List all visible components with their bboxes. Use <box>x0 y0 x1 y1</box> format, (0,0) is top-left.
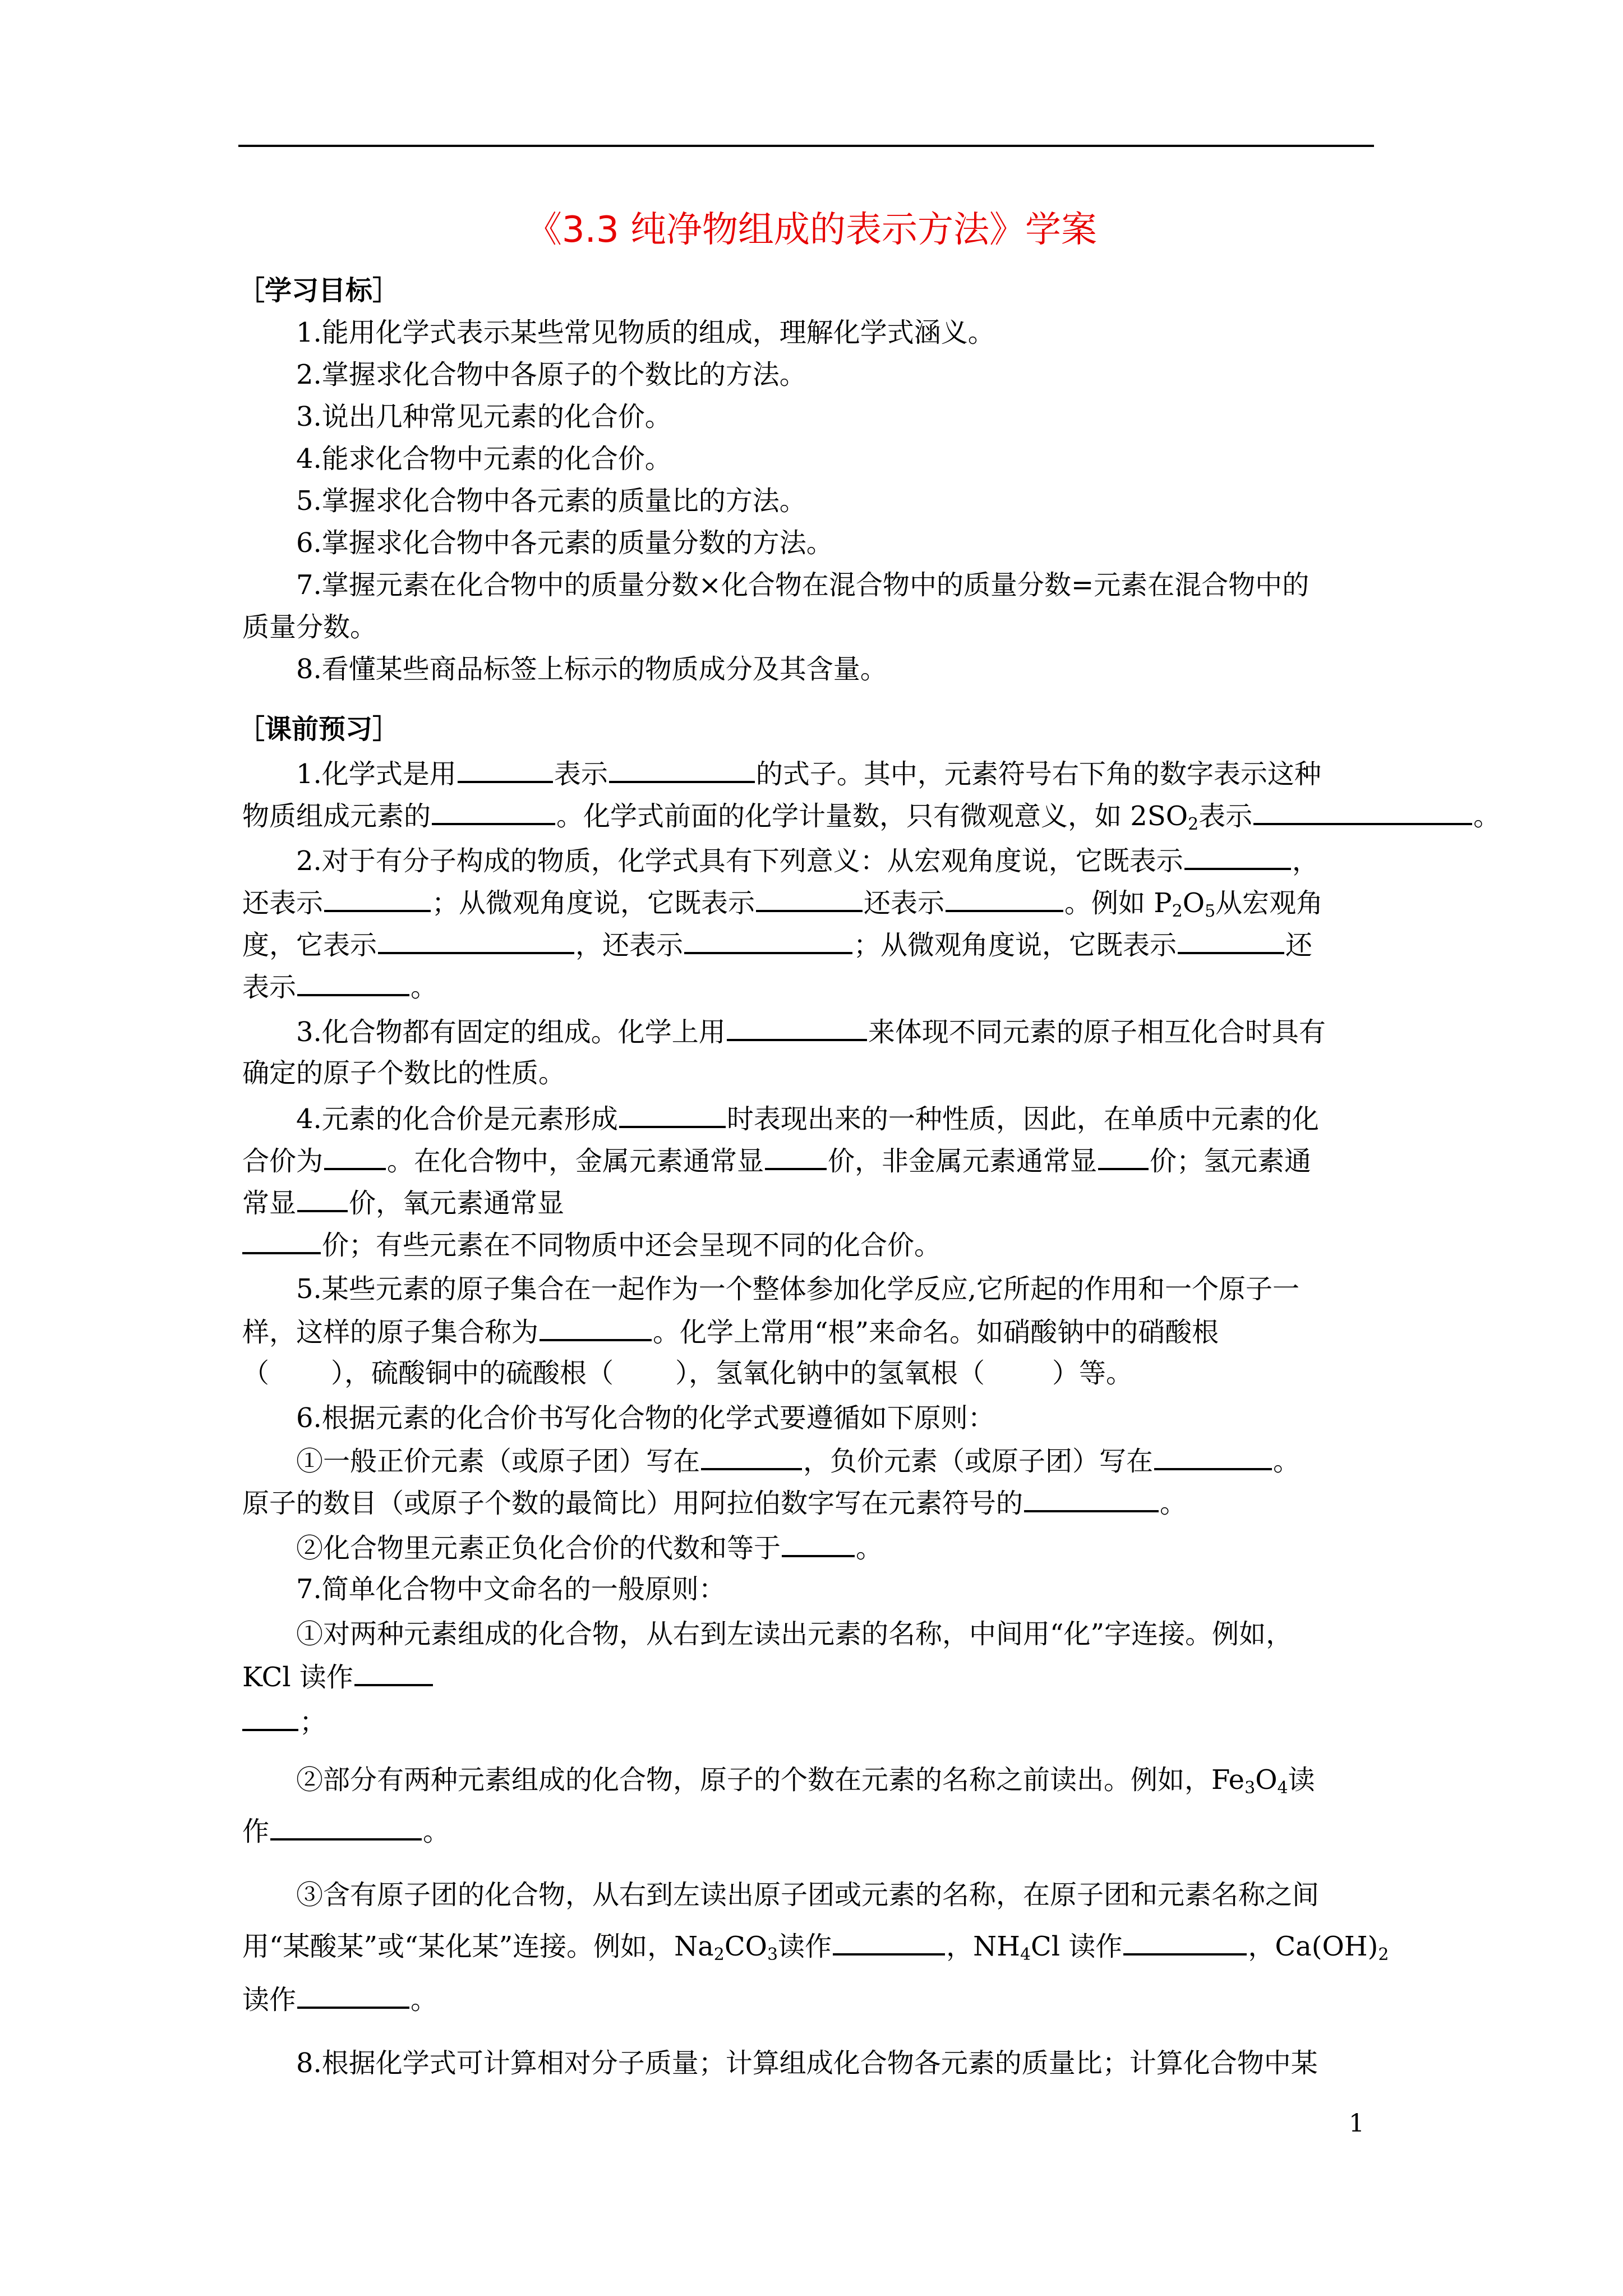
blank[interactable] <box>540 1314 652 1341</box>
preview-line: 物质组成元素的 。化学式前面的化学计量数，只有微观意义，如 $2SO_2$表示 。 <box>242 798 1500 833</box>
preview-line: 4.元素的化合价是元素形成 时表现出来的一种性质，因此，在单质中元素的化 <box>296 1101 1319 1136</box>
blank[interactable] <box>1178 927 1284 954</box>
objective-item: 5.掌握求化合物中各元素的质量比的方法。 <box>296 485 806 517</box>
objective-item: 7.掌握元素在化合物中的质量分数×化合物在混合物中的质量分数=元素在混合物中的 <box>296 569 1310 601</box>
blank[interactable] <box>1154 1443 1272 1470</box>
preview-line: （ ），硫酸铜中的硫酸根（ ），氢氧化钠中的氢氧根（ ）等。 <box>242 1358 1133 1389</box>
preview-line: 度，它表示 ，还表示 ；从微观角度说，它既表示 还 <box>242 927 1312 962</box>
blank[interactable] <box>324 885 431 912</box>
preview-line: ②部分有两种元素组成的化合物，原子的个数在元素的名称之前读出。例如，$Fe_3O_4$读 <box>296 1764 1315 1798</box>
blank[interactable] <box>242 1704 298 1731</box>
preview-line: KCl 读作 <box>242 1659 434 1694</box>
blank[interactable] <box>1024 1485 1159 1512</box>
objective-item: 1.能用化学式表示某些常见物质的组成，理解化学式涵义。 <box>296 317 995 348</box>
preview-line: 6.根据元素的化合价书写化合物的化学式要遵循如下原则： <box>296 1402 995 1434</box>
preview-line: 表示 。 <box>242 969 437 1004</box>
blank[interactable] <box>609 756 755 783</box>
blank[interactable] <box>684 927 852 954</box>
preview-line: 1.化学式是用 表示 的式子。其中，元素符号右下角的数字表示这种 <box>296 756 1321 791</box>
blank[interactable] <box>1098 1143 1149 1170</box>
blank[interactable] <box>242 1227 321 1254</box>
objective-item: 质量分数。 <box>242 611 377 643</box>
preview-line: 5.某些元素的原子集合在一起作为一个整体参加化学反应,它所起的作用和一个原子一 <box>296 1273 1300 1305</box>
blank[interactable] <box>756 885 863 912</box>
preview-line: 价；有些元素在不同物质中还会呈现不同的化合价。 <box>242 1227 941 1262</box>
blank[interactable] <box>1184 843 1291 870</box>
section-heading-objectives: ［学习目标］ <box>238 275 400 306</box>
blank[interactable] <box>833 1929 945 1955</box>
header-rule <box>238 145 1374 147</box>
preview-line: 样，这样的原子集合称为 。化学上常用“根”来命名。如硝酸钠中的硝酸根 <box>242 1314 1219 1349</box>
objective-item: 6.掌握求化合物中各元素的质量分数的方法。 <box>296 527 833 559</box>
blank[interactable] <box>270 1814 422 1841</box>
blank[interactable] <box>619 1101 726 1128</box>
preview-line: 7.简单化合物中文命名的一般原则： <box>296 1573 726 1605</box>
blank[interactable] <box>297 969 409 996</box>
blank[interactable] <box>378 927 574 954</box>
preview-line: 8.根据化学式可计算相对分子质量；计算组成化合物各元素的质量比；计算化合物中某 <box>296 2047 1318 2079</box>
objective-item: 4.能求化合物中元素的化合价。 <box>296 443 672 475</box>
blank[interactable] <box>297 1982 409 2009</box>
blank[interactable] <box>432 798 555 825</box>
objective-item: 2.掌握求化合物中各原子的个数比的方法。 <box>296 359 806 390</box>
preview-line: ②化合物里元素正负化合价的代数和等于 。 <box>296 1530 883 1565</box>
section-heading-preview: ［课前预习］ <box>238 714 400 745</box>
objective-item: 3.说出几种常见元素的化合价。 <box>296 401 672 432</box>
preview-line: 还表示 ；从微观角度说，它既表示 还表示 。例如 $P_2O_5$从宏观角 <box>242 885 1323 920</box>
preview-line: ①对两种元素组成的化合物，从右到左读出元素的名称，中间用“化”字连接。例如， <box>296 1618 1293 1650</box>
preview-line: 2.对于有分子构成的物质，化学式具有下列意义：从宏观角度说，它既表示 ， <box>296 843 1319 878</box>
preview-line: 确定的原子个数比的性质。 <box>242 1057 566 1089</box>
blank[interactable] <box>324 1143 386 1170</box>
blank[interactable] <box>727 1014 867 1041</box>
blank[interactable] <box>765 1143 827 1170</box>
blank[interactable] <box>701 1443 802 1470</box>
blank[interactable] <box>297 1185 348 1212</box>
blank[interactable] <box>458 756 553 783</box>
preview-line: ； <box>242 1704 326 1739</box>
blank[interactable] <box>946 885 1063 912</box>
preview-line: 读作 。 <box>242 1982 437 2017</box>
page-title: 《3.3 纯净物组成的表示方法》学案 <box>525 209 1098 251</box>
preview-line: 3.化合物都有固定的组成。化学上用 来体现不同元素的原子相互化合时具有 <box>296 1014 1326 1049</box>
blank[interactable] <box>354 1659 433 1686</box>
preview-line: 常显 价，氧元素通常显 <box>242 1185 564 1220</box>
preview-line: 合价为 。在化合物中，金属元素通常显 价，非金属元素通常显 价；氢元素通 <box>242 1143 1311 1178</box>
objective-item: 8.看懂某些商品标签上标示的物质成分及其含量。 <box>296 654 887 685</box>
blank[interactable] <box>782 1530 855 1557</box>
preview-line: ①一般正价元素（或原子团）写在 ，负价元素（或原子团）写在 。 <box>296 1443 1300 1478</box>
preview-line: 用“某酸某”或“某化某”连接。例如，$Na_2CO_3$读作 ，$NH_4Cl$ 读作 ，$Ca(OH)_2$ <box>242 1929 1389 1963</box>
blank[interactable] <box>1123 1929 1247 1955</box>
preview-line: 作 。 <box>242 1814 450 1848</box>
blank[interactable] <box>1253 798 1472 825</box>
preview-line: ③含有原子团的化合物，从右到左读出原子团或元素的名称，在原子团和元素名称之间 <box>296 1879 1320 1911</box>
preview-line: 原子的数目（或原子个数的最简比）用阿拉伯数字写在元素符号的 。 <box>242 1485 1187 1520</box>
page-number: 1 <box>1349 2109 1364 2138</box>
